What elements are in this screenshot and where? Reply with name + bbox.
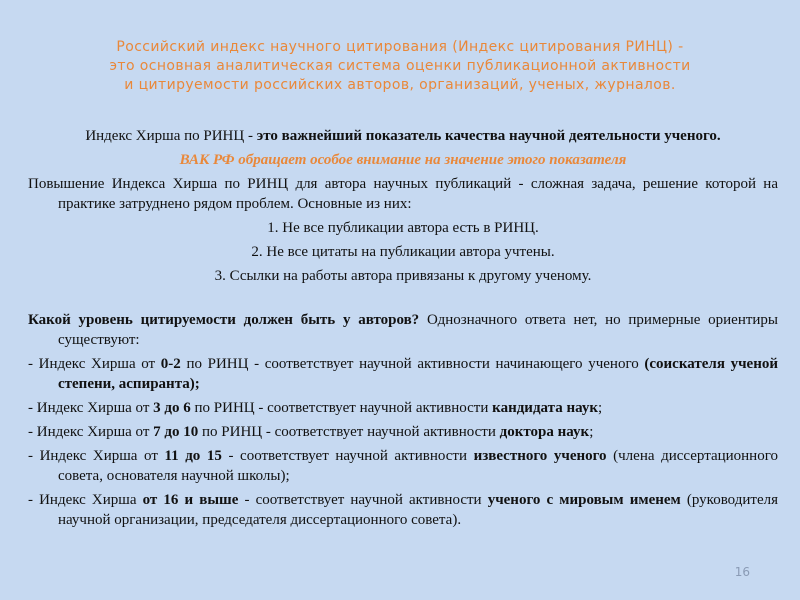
slide-body <box>28 126 778 534</box>
slide-number: 16 <box>734 565 750 579</box>
intro-text: Индекс Хирша по РИНЦ - <box>85 128 257 144</box>
level-item: - Индекс Хирша от 7 до 10 по РИНЦ - соответствует научной активности доктора наук; <box>28 424 594 440</box>
vak-note: ВАК РФ обращает особое внимание на значение этого показателя <box>179 152 627 168</box>
problem-item: 2. Не все цитаты на публикации автора учтены. <box>251 244 555 260</box>
problem-paragraph: Повышение Индекса Хирша по РИНЦ для автора научных публикаций - сложная задача, решение которой на практике затруднено рядом проблем. Основные из них: <box>28 176 778 212</box>
slide-title <box>40 38 760 95</box>
level-item: - Индекс Хирша от 3 до 6 по РИНЦ - соответствует научной активности кандидата наук; <box>28 400 603 416</box>
title-line: это основная аналитическая система оценки публикационной активности <box>109 58 691 74</box>
problem-item: 1. Не все публикации автора есть в РИНЦ. <box>267 220 539 236</box>
title-line: Российский индекс научного цитирования (Индекс цитирования РИНЦ) - <box>116 39 684 55</box>
title-line: и цитируемости российских авторов, организаций, ученых, журналов. <box>124 77 676 93</box>
level-item: - Индекс Хирша от 11 до 15 - соответствует научной активности известного ученого (члена диссертационного совета, основателя научной школы); <box>28 448 778 484</box>
question-rest: Однозначного ответа нет, но примерные ориентиры существуют: <box>58 312 779 348</box>
problem-item: 3. Ссылки на работы автора привязаны к другому ученому. <box>214 268 592 284</box>
question-bold: Какой уровень цитируемости должен быть у авторов? <box>28 312 420 328</box>
intro-bold: это важнейший показатель качества научной деятельности ученого. <box>256 128 721 144</box>
intro-paragraph <box>28 126 778 146</box>
question-paragraph <box>28 310 778 350</box>
level-item: - Индекс Хирша от 0-2 по РИНЦ - соответствует научной активности начинающего ученого (соискателя ученой степени, аспиранта); <box>28 356 778 392</box>
level-item: - Индекс Хирша от 16 и выше - соответствует научной активности ученого с мировым именем (руководителя научной организации, председателя диссертационного совета). <box>28 492 778 528</box>
